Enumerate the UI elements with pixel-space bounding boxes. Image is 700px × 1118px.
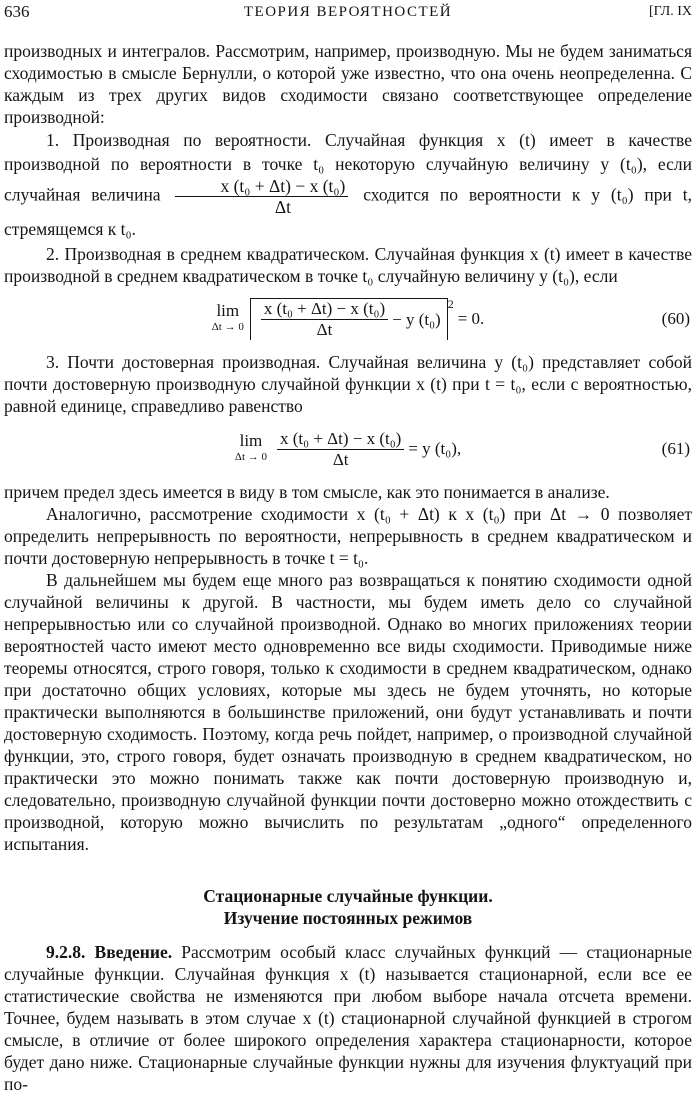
lim-subscript: Δt → 0 [234,451,268,463]
paragraph-derivative-probability [4,128,692,241]
page-number: 636 [4,2,30,21]
difference-quotient [261,299,388,340]
lim-label: lim [239,431,263,450]
section-heading-line: Изучение постоянных режимов [223,908,473,928]
paragraph-almost-sure-derivative: 3. Почти достоверная производная. Случайная величина y (t₀) представляет собой почти достоверную производную случайной функции x (t) при t = t₀, если с вероятностью, равной единице, справедливо равенство [4,352,692,416]
equation-60 [4,287,692,351]
difference-quotient [277,429,404,470]
limit-operator [212,303,244,335]
text-fragment: сходится по вероятности к y (t₀) при t, стремящемся к t₀. [4,184,693,239]
difference-quotient [175,176,348,217]
page-body [4,40,692,1095]
paragraph-continuity: Аналогично, рассмотрение сходимости x (t₀ + Δt) к x (t₀) при Δt → 0 позволяет определить непрерывность по вероятности, непрерывность в среднем квадратическом и почти достоверную непрерывность в точке t = t₀. [4,504,692,568]
fraction-denominator: Δt [332,449,349,469]
equation-number: (61) [661,439,690,458]
section-heading-line: Стационарные случайные функции. [203,886,493,906]
limit-operator [235,433,267,465]
equation-number: (60) [661,309,690,328]
fraction-denominator: Δt [316,320,333,339]
text-fragment: 1. Производная по вероятности. Случайная функция x (t) имеет в качестве производной по вероятности в точке t₀ некоторую случайную величину y (t₀), если случайная величина [4,130,692,205]
chapter-label: [ГЛ. IX [649,4,692,19]
page-header [4,2,692,28]
paragraph: причем предел здесь имеется в виду в том смысле, как это понимается в анализе. [4,482,610,502]
lim-subscript: Δt → 0 [211,321,244,333]
equation-61 [4,417,692,481]
fraction-numerator: x (t₀ + Δt) − x (t₀) [175,176,348,197]
paragraph-introduction [4,941,692,1095]
bracket-expression [250,298,448,340]
fraction-numerator: x (t₀ + Δt) − x (t₀) [277,429,404,450]
fraction-denominator: Δt [274,197,291,217]
running-title: ТЕОРИЯ ВЕРОЯТНОСТЕЙ [243,4,453,20]
paragraph-convergence-discussion: В дальнейшем мы будем еще много раз возвращаться к понятию сходимости одной случайной величины к другой. В частности, мы будем иметь дело со случайной непрерывностью или со случайной производной. Однако во многих приложениях теории вероятностей часто имеют место одновременно все виды сходимости. Приводимые ниже теоремы относятся, строго говоря, только к сходимости в среднем квадратическом, однако при достаточно общих условиях, которые мы здесь не будем уточнять, но которые практически выполняются в большинстве приложений, они будут устанавливать и почти достоверную сходимость. Поэтому, когда речь пойдет, например, о производной случайной функции, это, строго говоря, будет означать производную в среднем квадратическом, но практически это можно понимать также как почти достоверную производную и, следовательно, производную случайной функции почти достоверно можно отождествить с производной, которую можно вычислить по результатам „одного“ определенного испытания. [4,570,692,854]
bracket-tail: − y (t₀) [392,309,441,329]
paragraph: производных и интегралов. Рассмотрим, например, производную. Мы не будем заниматься сходимостью в смысле Бернулли, о которой уже известно, что она очень неопределенна. С каждым из трех других видов сходимости связано соответствующее определение производной: [4,41,692,127]
square-exponent: 2 [447,297,454,311]
fraction-numerator: x (t₀ + Δt) − x (t₀) [261,299,388,320]
lim-label: lim [216,301,240,320]
section-heading [4,885,692,929]
equation-rhs: = y (t₀), [408,439,462,458]
equation-rhs: = 0. [457,309,485,328]
text-fragment: Рассмотрим особый класс случайных функций — стационарные случайные функции. Случайная функция x (t) называется стационарной, если все ее статистические свойства не изменяются при любом выборе начала отсчета времени. Точнее, будем называть в этом случае x (t) стационарной случайной функцией в строгом смысле, в отличие от более широкого определения характера стационарности, которое будет дано ниже. Стационарные случайные функции нужны для изучения флуктуаций при по- [4,942,692,1094]
paragraph-derivative-mean-square: 2. Производная в среднем квадратическом. Случайная функция x (t) имеет в качестве производной в среднем квадратическом в точке t₀ случайную величину y (t₀), если [4,244,692,286]
subsection-lead: 9.2.8. Введение. [46,942,173,962]
